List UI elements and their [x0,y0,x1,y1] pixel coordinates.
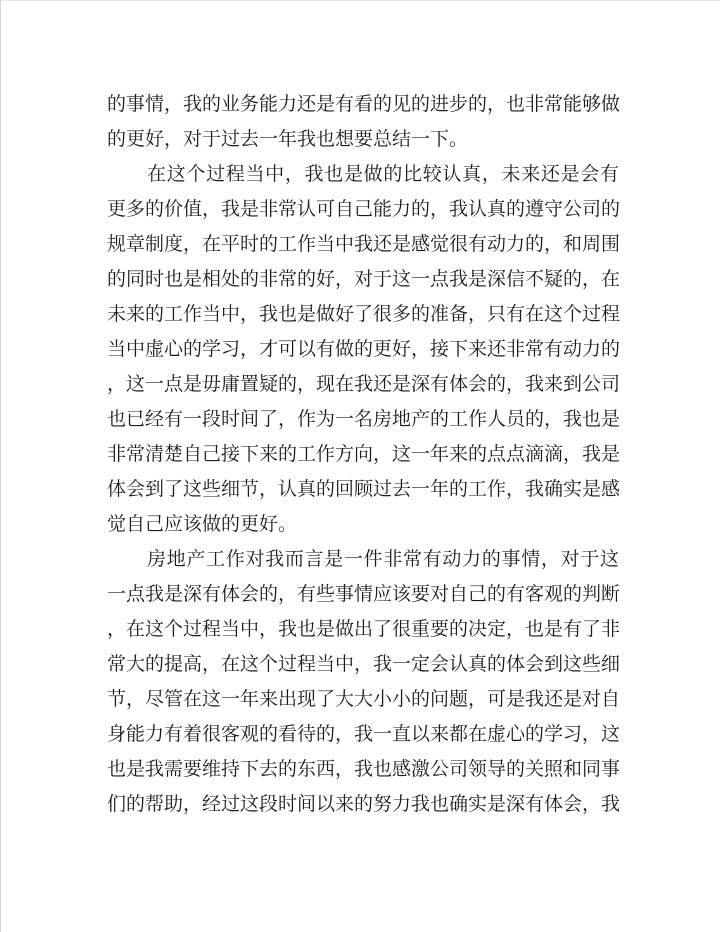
paragraph-line: 更多的价值，我是非常认可自己能力的，我认真的遵守公司的 [107,198,621,220]
paragraph-line: 体会到了这些细节，认真的回顾过去一年的工作，我确实是感 [107,478,621,500]
paragraph-line: 们的帮助，经过这段时间以来的努力我也确实是深有体会，我 [107,793,621,815]
paragraph-3 [107,542,619,822]
paragraph-line: 也已经有一段时间了，作为一名房地产的工作人员的，我也是 [107,408,621,430]
paragraph-line: 觉自己应该做的更好。 [107,513,298,535]
paragraph-line: ，这一点是毋庸置疑的，现在我还是深有体会的，我来到公司 [107,373,621,395]
paragraph-line: 的同时也是相处的非常的好，对于这一点我是深信不疑的，在 [107,268,621,290]
paragraph-line: 当中虚心的学习，才可以有做的更好，接下来还非常有动力的 [107,338,621,360]
paragraph-line: 也是我需要维持下去的东西，我也感激公司领导的关照和同事 [107,758,621,780]
paragraph-line: 节，尽管在这一年来出现了大大小小的问题，可是我还是对自 [107,688,621,710]
paragraph-1 [107,87,619,157]
paragraph-line: 常大的提高，在这个过程当中，我一定会认真的体会到这些细 [107,653,621,675]
paragraph-line: 非常清楚自己接下来的工作方向，这一年来的点点滴滴，我是 [107,443,621,465]
paragraph-line: 房地产工作对我而言是一件非常有动力的事情，对于这 [147,548,619,570]
document-body [107,87,619,822]
paragraph-line: 在这个过程当中，我也是做的比较认真，未来还是会有 [147,163,619,185]
paragraph-2 [107,157,619,542]
paragraph-line: 的更好，对于过去一年我也想要总结一下。 [107,128,469,150]
paragraph-line: ，在这个过程当中，我也是做出了很重要的决定，也是有了非 [107,618,621,640]
paragraph-line: 规章制度，在平时的工作当中我还是感觉很有动力的，和周围 [107,233,621,255]
paragraph-line: 未来的工作当中，我也是做好了很多的准备，只有在这个过程 [107,303,621,325]
paragraph-line: 的事情，我的业务能力还是有看的见的进步的，也非常能够做 [107,93,621,115]
paragraph-line: 身能力有着很客观的看待的，我一直以来都在虚心的学习，这 [107,723,621,745]
paragraph-line: 一点我是深有体会的，有些事情应该要对自己的有客观的判断 [107,583,621,605]
